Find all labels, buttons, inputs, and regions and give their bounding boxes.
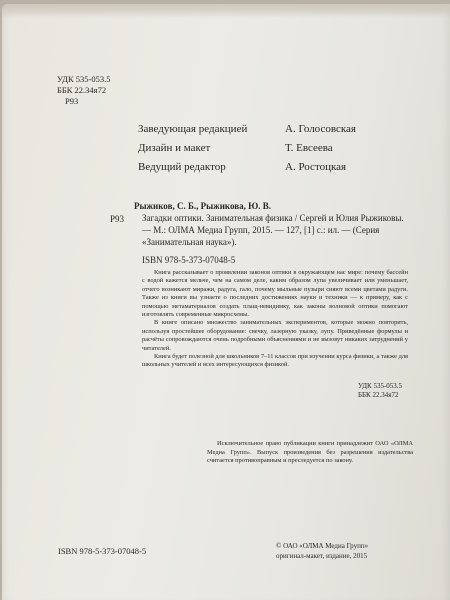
credit-role: Ведущий редактор <box>138 161 226 173</box>
copyright-line: © ОАО «ОЛМА Медиа Групп» <box>276 542 369 550</box>
classification-block <box>57 74 110 107</box>
credits-list <box>138 120 398 177</box>
credit-role: Дизайн и макет <box>138 142 211 154</box>
udk-code-right: УДК 535-053.5 <box>358 382 403 390</box>
classification-right <box>358 382 402 400</box>
catalog-entry <box>110 200 410 248</box>
page-top-shadow <box>2 4 450 18</box>
credit-person: А. Ростоцкая <box>285 161 347 173</box>
copyright-line: оригинал-макет, издание, 2015 <box>276 551 368 560</box>
annotation-paragraph: Книга будет полезной для школьников 7–11 классов при изучении курса физики, а также для школьных учителей и всех интересующихся физикой. <box>142 353 408 369</box>
annotation-paragraph: Книга рассказывает о проявлении законов оптики в окружающем нас мире: почему бассейн с водой кажется мельче, чем на самом деле, каким образом лупа увеличивает или уменьшает, отчего возникают миражи, радуга, гало, почему мыльные пузыри сияют всеми цветами радуги. Также из книги вы узнаете о последних достижениях науки и техники — к примеру, как с помощью метаматериалов создать плащ-невидимку, как законы волновой оптики помогают изготовлять современные микросхемы. <box>142 269 408 319</box>
bbk-code: ББК 22.34я72 <box>57 85 107 95</box>
rights-text: Исключительное право публикации книги принадлежит ОАО «ОЛМА Медиа Групп». Выпуск произведения без разрешения издательства считается противоправным и преследуется по закону. <box>207 440 413 465</box>
copyright-notice <box>276 542 368 561</box>
book-page <box>2 4 450 600</box>
isbn-line: ISBN 978-5-373-07048-5 <box>142 255 236 265</box>
credit-row <box>138 139 398 158</box>
credit-person: Т. Евсеева <box>285 142 333 154</box>
author-sign: Р93 <box>65 96 79 106</box>
catalog-description: Загадки оптики. Занимательная физика / Сергей и Юлия Рыжиковы. — М.: ОЛМА Медиа Групп, 2015. — 127, [1] с.: ил. — (Серия «Занимательная наука»). <box>142 213 404 247</box>
catalog-code: Р93 <box>110 214 125 224</box>
bbk-code-right: ББК 22.34я72 <box>358 391 399 399</box>
catalog-authors: Рыжиков, С. Б., Рыжикова, Ю. В. <box>134 201 271 211</box>
udk-code: УДК 535-053.5 <box>57 74 111 84</box>
credit-row <box>138 158 398 177</box>
rights-notice <box>207 440 413 466</box>
annotation-paragraph: В книге описано множество занимательных экспериментов, которые можно повторить, используя простейшее оборудование: свечку, лазерную указку, лупу. Приведённые формулы и расчёты сопровождаются очень подробными объяснениями и не вызовут никаких затруднений у читателей. <box>142 319 408 352</box>
credit-person: А. Голосовская <box>285 123 356 135</box>
credit-row <box>138 120 398 139</box>
isbn-bottom: ISBN 978-5-373-07048-5 <box>58 546 147 556</box>
credit-role: Заведующая редакцией <box>138 123 248 135</box>
annotation <box>142 269 408 370</box>
